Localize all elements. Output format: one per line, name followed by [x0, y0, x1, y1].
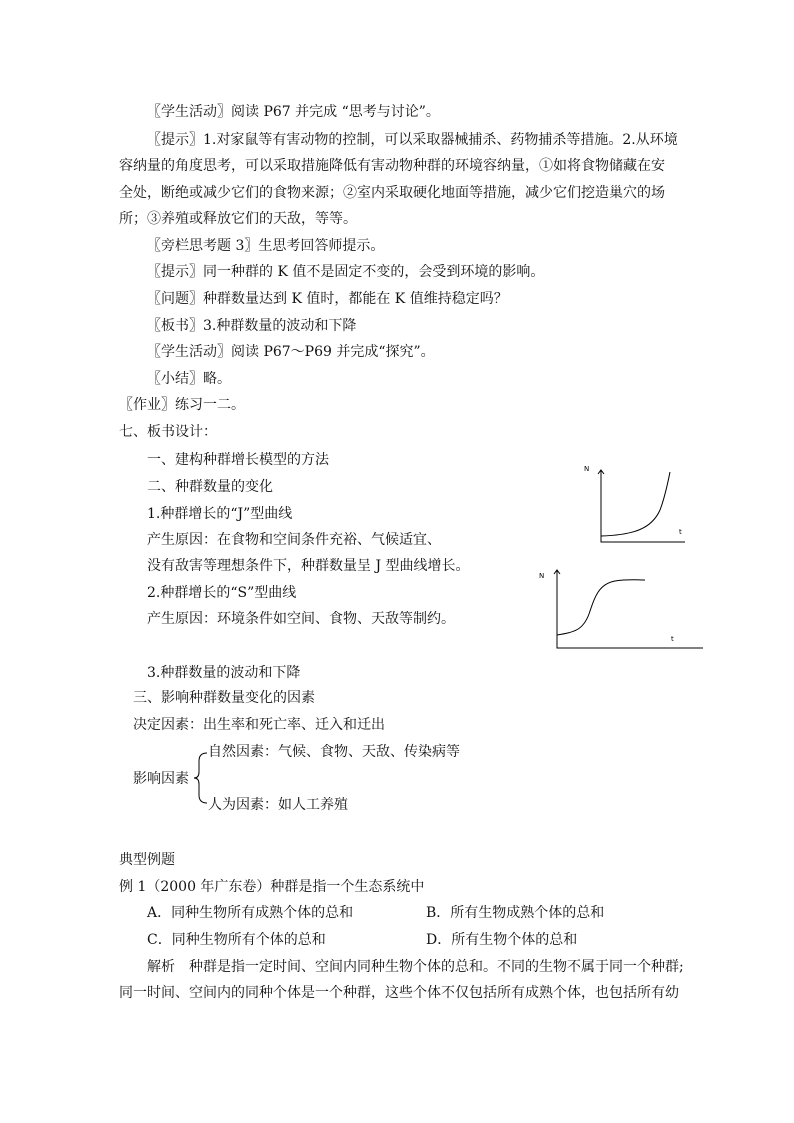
- text-line: 三、影响种群数量变化的因素: [133, 690, 315, 706]
- text-line: 〖旁栏思考题 3〗生思考回答师提示。: [147, 238, 385, 254]
- text-line: 影响因素: [133, 771, 189, 787]
- text-line: 〖板书〗3.种群数量的波动和下降: [147, 318, 357, 334]
- option-c: C．同种生物所有个体的总和: [147, 932, 326, 948]
- text-line: 一、建构种群增长模型的方法: [147, 452, 329, 468]
- text-line: 〖学生活动〗阅读 P67 并完成 “思考与讨论”。: [147, 104, 440, 120]
- s-curve: [557, 580, 645, 635]
- option-b: B．所有生物成熟个体的总和: [426, 905, 605, 921]
- axes: [557, 570, 703, 648]
- text-line: 〖提示〗同一种群的 K 值不是固定不变的，会受到环境的影响。: [147, 264, 545, 280]
- x-axis-label: t: [679, 528, 682, 536]
- text-line: 人为因素：如人工养殖: [208, 797, 348, 813]
- text-line: 没有敌害等理想条件下，种群数量呈 J 型曲线增长。: [147, 558, 470, 574]
- text-line: 〖问题〗种群数量达到 K 值时，都能在 K 值维持稳定吗？: [147, 291, 508, 307]
- option-a: A．同种生物所有成熟个体的总和: [147, 905, 354, 921]
- text-line: 二、种群数量的变化: [147, 479, 273, 495]
- y-axis-label: N: [584, 465, 590, 473]
- text-line: 七、板书设计：: [119, 424, 217, 440]
- y-axis-label: N: [539, 572, 545, 580]
- text-line: 典型例题: [119, 852, 175, 868]
- j-curve-chart: [580, 462, 690, 548]
- text-line: 1.种群增长的“J”型曲线: [147, 506, 293, 522]
- text-line: 3.种群数量的波动和下降: [147, 665, 301, 681]
- text-line: 解析 种群是指一定时间、空间内同种生物个体的总和。不同的生物不属于同一个种群;: [147, 959, 684, 975]
- text-line: 例 1（2000 年广东卷）种群是指一个生态系统中: [119, 879, 425, 895]
- text-line: 全处，断绝或减少它们的食物来源；②室内采取硬化地面等措施，减少它们挖造巢穴的场: [119, 185, 665, 201]
- text-line: 决定因素：出生率和死亡率、迁入和迁出: [133, 717, 385, 733]
- axes: [601, 470, 685, 542]
- text-line: 〖学生活动〗阅读 P67～P69 并完成“探究”。: [147, 344, 435, 360]
- x-axis-label: t: [671, 635, 674, 643]
- curly-brace: [193, 752, 209, 808]
- text-line: 产生原因：环境条件如空间、食物、天敌等制约。: [147, 611, 455, 627]
- text-line: 产生原因：在食物和空间条件充裕、气候适宜、: [147, 532, 441, 548]
- text-line: 2.种群增长的“S”型曲线: [147, 585, 297, 601]
- text-line: 〖提示〗1.对家鼠等有害动物的控制，可以采取器械捕杀、药物捕杀等措施。2.从环境: [147, 132, 678, 148]
- option-d: D．所有生物个体的总和: [426, 932, 578, 948]
- s-curve-chart: [533, 562, 713, 656]
- text-line: 自然因素：气候、食物、天敌、传染病等: [208, 744, 460, 760]
- j-curve: [601, 472, 670, 536]
- text-line: 所；③养殖或释放它们的天敌，等等。: [119, 211, 357, 227]
- text-line: 同一时间、空间内的同种个体是一个种群，这些个体不仅包括所有成熟个体，也包括所有幼: [119, 985, 679, 1001]
- text-line: 〖小结〗略。: [147, 371, 231, 387]
- text-line: 〖作业〗练习一二。: [119, 397, 245, 413]
- text-line: 容纳量的角度思考，可以采取措施降低有害动物种群的环境容纳量，①如将食物储藏在安: [119, 158, 665, 174]
